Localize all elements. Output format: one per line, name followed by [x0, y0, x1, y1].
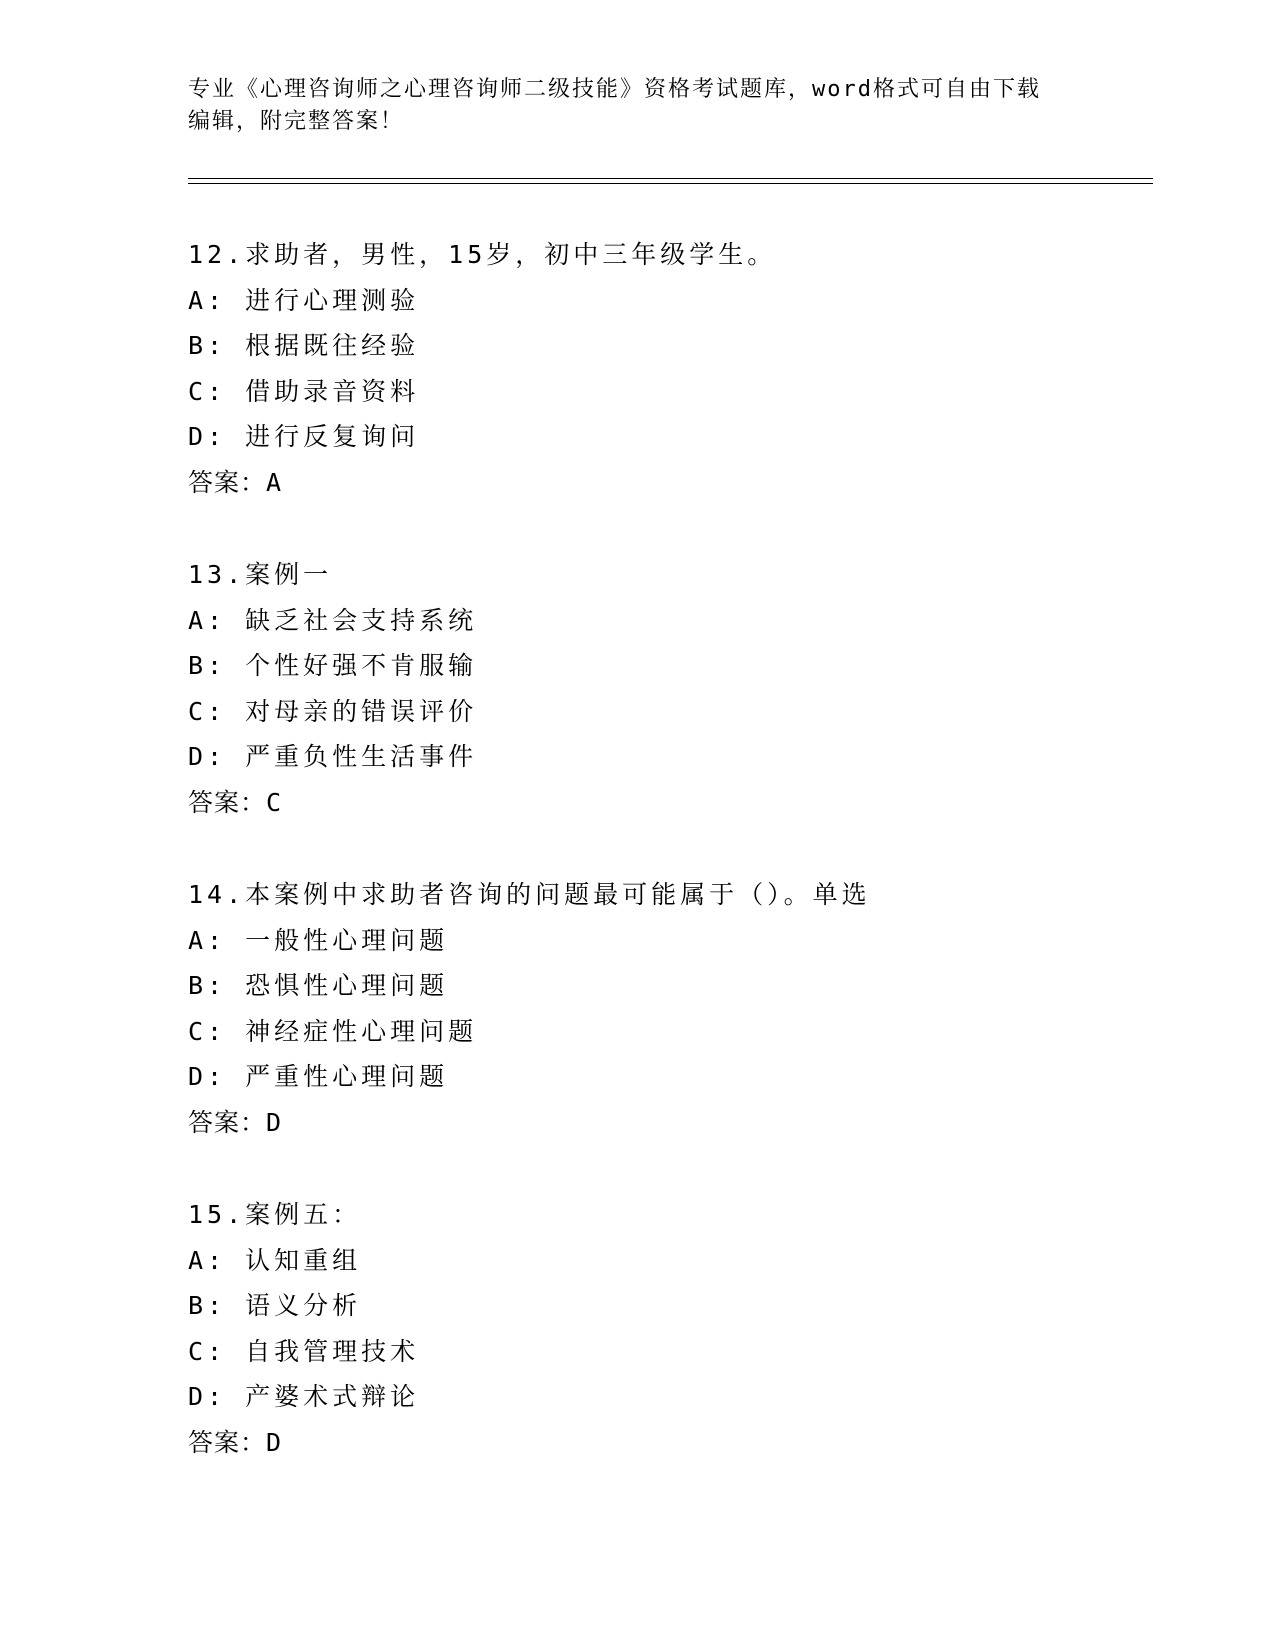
- option-b: B: 恐惧性心理问题: [188, 971, 449, 1000]
- question-12: [188, 232, 1148, 505]
- option-c: C: 借助录音资料: [188, 376, 420, 406]
- answer-label: 答案：: [188, 467, 267, 497]
- option-c: C: 对母亲的错误评价: [188, 696, 478, 726]
- header-line-1: 专业《心理咨询师之心理咨询师二级技能》资格考试题库，word格式可自由下载: [188, 77, 1041, 102]
- option-b: B: 根据既往经验: [188, 331, 420, 360]
- header-divider-bottom: [188, 183, 1153, 184]
- question-title: 12.求助者，男性，15岁，初中三年级学生。: [188, 240, 777, 269]
- option-a: A: 认知重组: [188, 1245, 362, 1275]
- answer-line: [188, 460, 1148, 506]
- option-c: C: 自我管理技术: [188, 1336, 420, 1366]
- option-d: D: 严重负性生活事件: [188, 742, 478, 771]
- answer-label: 答案：: [188, 787, 267, 817]
- header-line-2: 编辑，附完整答案！: [188, 109, 405, 134]
- option-a: A: 缺乏社会支持系统: [188, 605, 478, 635]
- option-d: D: 产婆术式辩论: [188, 1382, 420, 1411]
- document-header: [188, 74, 1088, 138]
- option-d: D: 严重性心理问题: [188, 1062, 449, 1091]
- answer-value: D: [266, 1427, 283, 1457]
- answer-line: [188, 780, 1148, 826]
- answer-line: [188, 1420, 1148, 1466]
- option-b: B: 个性好强不肯服输: [188, 651, 478, 680]
- question-14: [188, 872, 1148, 1145]
- question-title: 15.案例五：: [188, 1200, 362, 1229]
- question-15: [188, 1192, 1148, 1465]
- answer-value: C: [266, 787, 283, 817]
- question-13: [188, 552, 1148, 825]
- option-a: A: 一般性心理问题: [188, 925, 449, 955]
- answer-line: [188, 1100, 1148, 1146]
- option-c: C: 神经症性心理问题: [188, 1016, 478, 1046]
- question-title: 13.案例一: [188, 560, 333, 589]
- answer-value: A: [266, 467, 283, 497]
- answer-value: D: [266, 1107, 283, 1137]
- option-a: A: 进行心理测验: [188, 285, 420, 315]
- answer-label: 答案：: [188, 1107, 267, 1137]
- question-title: 14.本案例中求助者咨询的问题最可能属于（）。单选: [188, 880, 871, 909]
- answer-label: 答案：: [188, 1427, 267, 1457]
- option-d: D: 进行反复询问: [188, 422, 420, 451]
- header-divider-top: [188, 178, 1153, 179]
- option-b: B: 语义分析: [188, 1291, 362, 1320]
